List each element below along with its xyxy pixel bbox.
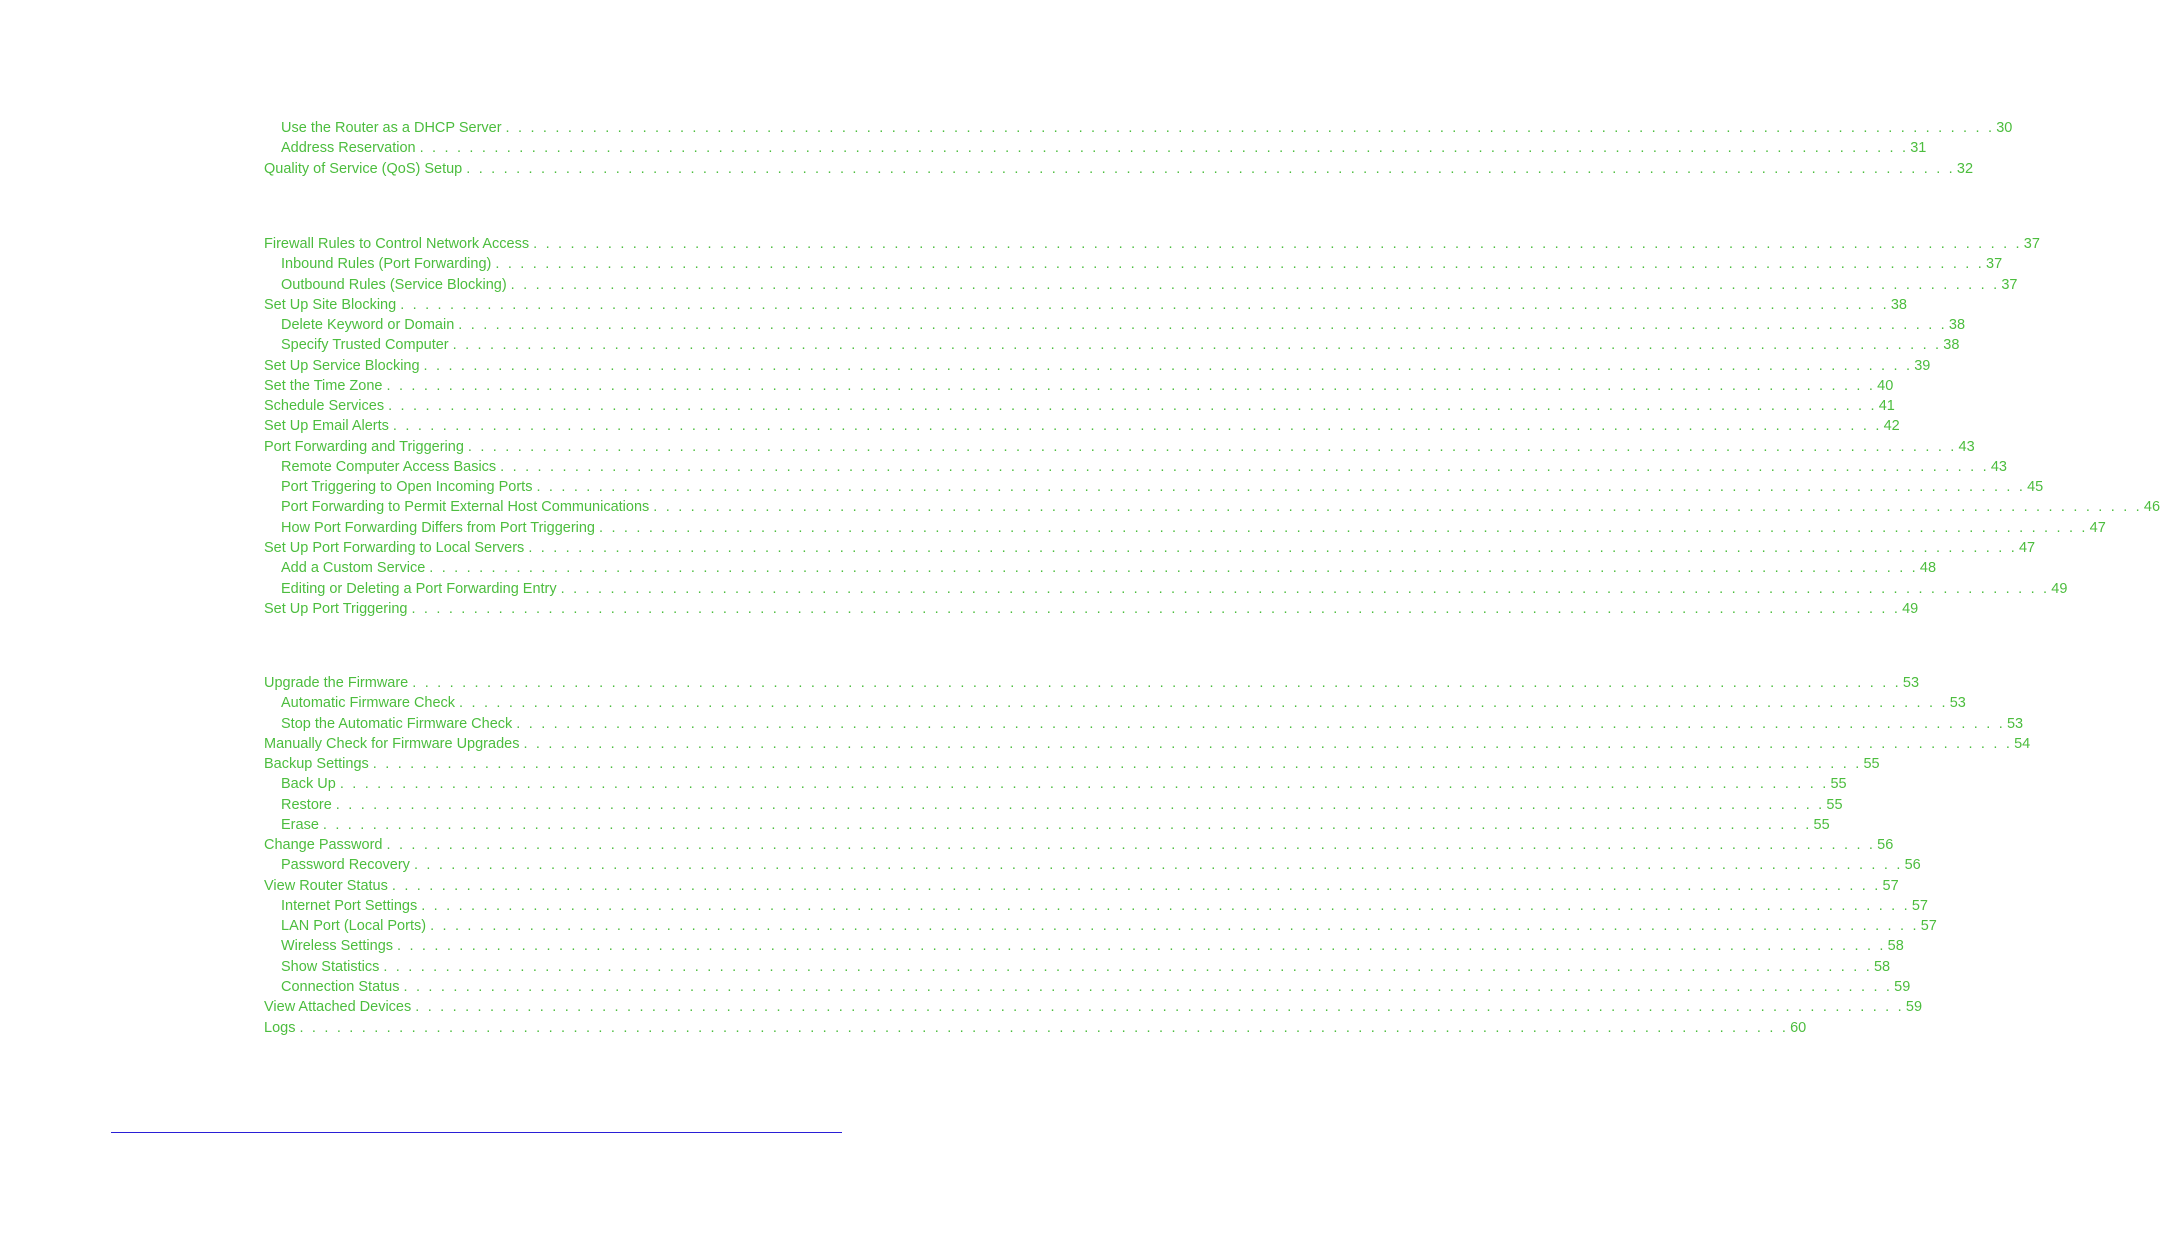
toc-entry-page-number: 42 — [1883, 418, 1900, 435]
toc-entry-page-number: 37 — [2001, 276, 2018, 293]
toc-entry-page-number: 38 — [1948, 317, 1966, 334]
toc-entry-title: Add a Custom Service — [281, 560, 426, 577]
dot-leader: . . . . . . . . . . . . . . . . . . . . . . . . . . . . . . . . . . . . . . . . . . . . . . . . . . . . . . . . . . . . . . . . . . . . . . . . . . . . . . . . . . . . . . . . . . . . . . . . . . . . . . . . . . . . . . . . . . . . . . . . — [523, 735, 2013, 752]
toc-entry[interactable] — [264, 236, 2040, 256]
dot-leader: . . . . . . . . . . . . . . . . . . . . . . . . . . . . . . . . . . . . . . . . . . . . . . . . . . . . . . . . . . . . . . . . . . . . . . . . . . . . . . . . . . . . . . . . . . . . . . . . . . . . . . . . . . . . . . . . . . . . . . . . — [299, 1019, 1789, 1036]
dot-leader: . . . . . . . . . . . . . . . . . . . . . . . . . . . . . . . . . . . . . . . . . . . . . . . . . . . . . . . . . . . . . . . . . . . . . . . . . . . . . . . . . . . . . . . . . . . . . . . . . . . . . . . . . . . . . . . . . . . . . . . . — [386, 837, 1876, 854]
toc-entry[interactable] — [264, 519, 2106, 540]
dot-leader: . . . . . . . . . . . . . . . . . . . . . . . . . . . . . . . . . . . . . . . . . . . . . . . . . . . . . . . . . . . . . . . . . . . . . . . . . . . . . . . . . . . . . . . . . . . . . . . . . . . . . . . . . . . . . . . . . . . . . . . . — [467, 438, 1957, 455]
toc-entry-title: Set Up Site Blocking — [264, 296, 397, 313]
dot-leader: . . . . . . . . . . . . . . . . . . . . . . . . . . . . . . . . . . . . . . . . . . . . . . . . . . . . . . . . . . . . . . . . . . . . . . . . . . . . . . . . . . . . . . . . . . . . . . . . . . . . . . . . . . . . . . . . . . . . . . . . — [411, 600, 1901, 617]
toc-entry-page-number: 41 — [1878, 398, 1895, 415]
dot-leader: . . . . . . . . . . . . . . . . . . . . . . . . . . . . . . . . . . . . . . . . . . . . . . . . . . . . . . . . . . . . . . . . . . . . . . . . . . . . . . . . . . . . . . . . . . . . . . . . . . . . . . . . . . . . . . . . . . . . . . . . — [452, 337, 1942, 354]
footer-rule — [111, 1132, 842, 1133]
toc-entry-page-number: 32 — [1956, 160, 1974, 177]
dot-leader: . . . . . . . . . . . . . . . . . . . . . . . . . . . . . . . . . . . . . . . . . . . . . . . . . . . . . . . . . . . . . . . . . . . . . . . . . . . . . . . . . . . . . . . . . . . . . . . . . . . . . . . . . . . . . . . . . . . . . . . . — [653, 499, 2142, 516]
toc-entry-page-number: 59 — [1905, 999, 1923, 1016]
toc-entry-page-number: 57 — [1911, 897, 1928, 914]
toc-entry[interactable] — [264, 276, 2018, 297]
toc-entry-title: Outbound Rules (Service Blocking) — [281, 276, 507, 293]
toc-entry[interactable] — [264, 796, 1843, 817]
toc-entry[interactable] — [264, 999, 1923, 1019]
toc-entry-title: How Port Forwarding Differs from Port Triggering — [281, 519, 596, 536]
toc-entry-page-number: 53 — [2006, 715, 2024, 732]
toc-entry[interactable] — [264, 756, 1880, 776]
dot-leader: . . . . . . . . . . . . . . . . . . . . . . . . . . . . . . . . . . . . . . . . . . . . . . . . . . . . . . . . . . . . . . . . . . . . . . . . . . . . . . . . . . . . . . . . . . . . . . . . . . . . . . . . . . . . . . . . . . . . . . . . — [459, 695, 1948, 712]
toc-entry-page-number: 57 — [1882, 877, 1899, 894]
toc-entry[interactable] — [264, 978, 1911, 999]
toc-entry[interactable] — [264, 938, 1904, 958]
dot-leader: . . . . . . . . . . . . . . . . . . . . . . . . . . . . . . . . . . . . . . . . . . . . . . . . . . . . . . . . . . . . . . . . . . . . . . . . . . . . . . . . . . . . . . . . . . . . . . . . . . . . . . . . . . . . . . . . . . . . . . . . — [495, 256, 1984, 273]
toc-entry[interactable] — [264, 918, 1937, 938]
dot-leader: . . . . . . . . . . . . . . . . . . . . . . . . . . . . . . . . . . . . . . . . . . . . . . . . . . . . . . . . . . . . . . . . . . . . . . . . . . . . . . . . . . . . . . . . . . . . . . . . . . . . . . . . . . . . . . . . . . . . . . . . — [528, 539, 2017, 556]
dot-leader: . . . . . . . . . . . . . . . . . . . . . . . . . . . . . . . . . . . . . . . . . . . . . . . . . . . . . . . . . . . . . . . . . . . . . . . . . . . . . . . . . . . . . . . . . . . . . . . . . . . . . . . . . . . . . . . . . . . . . . . . — [388, 398, 1877, 415]
toc-entry[interactable] — [264, 715, 2024, 736]
toc-entry-page-number: 38 — [1943, 337, 1960, 354]
dot-leader: . . . . . . . . . . . . . . . . . . . . . . . . . . . . . . . . . . . . . . . . . . . . . . . . . . . . . . . . . . . . . . . . . . . . . . . . . . . . . . . . . . . . . . . . . . . . . . . . . . . . . . . . . . . . . . . . . . . . . . . . — [505, 120, 1995, 136]
dot-leader: . . . . . . . . . . . . . . . . . . . . . . . . . . . . . . . . . . . . . . . . . . . . . . . . . . . . . . . . . . . . . . . . . . . . . . . . . . . . . . . . . . . . . . . . . . . . . . . . . . . . . . . . . . . . . . . . . . . . . . . . — [413, 857, 1903, 874]
toc-entry-title: Password Recovery — [281, 857, 410, 874]
toc-entry-page-number: 49 — [1902, 600, 1919, 617]
toc-entry-title: LAN Port (Local Ports) — [281, 918, 427, 935]
dot-leader: . . . . . . . . . . . . . . . . . . . . . . . . . . . . . . . . . . . . . . . . . . . . . . . . . . . . . . . . . . . . . . . . . . . . . . . . . . . . . . . . . . . . . . . . . . . . . . . . . . . . . . . . . . . . . . . . . . . . . . . . — [536, 479, 2026, 496]
toc-entry[interactable] — [264, 837, 1894, 857]
dot-leader: . . . . . . . . . . . . . . . . . . . . . . . . . . . . . . . . . . . . . . . . . . . . . . . . . . . . . . . . . . . . . . . . . . . . . . . . . . . . . . . . . . . . . . . . . . . . . . . . . . . . . . . . . . . . . . . . . . . . . . . . — [412, 675, 1901, 691]
toc-entry-page-number: 58 — [1873, 958, 1891, 975]
toc-entry-page-number: 54 — [2014, 735, 2031, 752]
toc-entry-title: Automatic Firmware Check — [281, 695, 456, 712]
dot-leader: . . . . . . . . . . . . . . . . . . . . . . . . . . . . . . . . . . . . . . . . . . . . . . . . . . . . . . . . . . . . . . . . . . . . . . . . . . . . . . . . . . . . . . . . . . . . . . . . . . . . . . . . . . . . . . . . . . . . . . . . — [335, 796, 1825, 813]
toc-entry-title: Firewall Rules to Control Network Access — [264, 236, 530, 252]
toc-entry[interactable] — [264, 857, 1921, 877]
toc-entry[interactable] — [264, 695, 1966, 715]
toc-entry-title: Inbound Rules (Port Forwarding) — [281, 256, 492, 273]
toc-entry[interactable] — [264, 418, 1900, 438]
dot-leader: . . . . . . . . . . . . . . . . . . . . . . . . . . . . . . . . . . . . . . . . . . . . . . . . . . . . . . . . . . . . . . . . . . . . . . . . . . . . . . . . . . . . . . . . . . . . . . . . . . . . . . . . . . . . . . . . . . . . . . . . — [383, 958, 1872, 975]
toc-entry-title: Port Forwarding to Permit External Host Communications — [281, 499, 650, 516]
toc-entry-title: Set Up Email Alerts — [264, 418, 389, 435]
toc-entry[interactable] — [264, 1019, 1807, 1040]
toc-entry-title: Delete Keyword or Domain — [281, 317, 455, 334]
toc-section-3 — [264, 675, 2031, 1040]
toc-entry-title: Set the Time Zone — [264, 377, 383, 394]
dot-leader: . . . . . . . . . . . . . . . . . . . . . . . . . . . . . . . . . . . . . . . . . . . . . . . . . . . . . . . . . . . . . . . . . . . . . . . . . . . . . . . . . . . . . . . . . . . . . . . . . . . . . . . . . . . . . . . . . . . . . . . . — [533, 236, 2022, 252]
dot-leader: . . . . . . . . . . . . . . . . . . . . . . . . . . . . . . . . . . . . . . . . . . . . . . . . . . . . . . . . . . . . . . . . . . . . . . . . . . . . . . . . . . . . . . . . . . . . . . . . . . . . . . . . . . . . . . . . . . . . . . . . — [415, 999, 1904, 1016]
toc-entry-title: Back Up — [281, 776, 336, 793]
toc-entry[interactable] — [264, 357, 1931, 378]
toc-entry-page-number: 53 — [1902, 675, 1920, 691]
toc-entry-page-number: 55 — [1813, 816, 1830, 833]
dot-leader: . . . . . . . . . . . . . . . . . . . . . . . . . . . . . . . . . . . . . . . . . . . . . . . . . . . . . . . . . . . . . . . . . . . . . . . . . . . . . . . . . . . . . . . . . . . . . . . . . . . . . . . . . . . . . . . . . . . . . . . . — [419, 140, 1909, 157]
toc-entry-title: Use the Router as a DHCP Server — [281, 120, 502, 136]
toc-section-2 — [264, 236, 2160, 621]
dot-leader: . . . . . . . . . . . . . . . . . . . . . . . . . . . . . . . . . . . . . . . . . . . . . . . . . . . . . . . . . . . . . . . . . . . . . . . . . . . . . . . . . . . . . . . . . . . . . . . . . . . . . . . . . . . . . . . . . . . . . . . . — [516, 715, 2005, 732]
toc-entry-page-number: 39 — [1914, 357, 1931, 374]
toc-entry-title: Set Up Port Forwarding to Local Servers — [264, 539, 525, 556]
toc-entry-page-number: 49 — [2051, 580, 2068, 597]
toc-entry[interactable] — [264, 539, 2036, 560]
toc-entry-title: Specify Trusted Computer — [281, 337, 449, 354]
toc-entry-page-number: 56 — [1904, 857, 1921, 874]
toc-entry-page-number: 31 — [1910, 140, 1927, 157]
toc-entry-page-number: 38 — [1890, 296, 1907, 313]
dot-leader: . . . . . . . . . . . . . . . . . . . . . . . . . . . . . . . . . . . . . . . . . . . . . . . . . . . . . . . . . . . . . . . . . . . . . . . . . . . . . . . . . . . . . . . . . . . . . . . . . . . . . . . . . . . . . . . . . . . . . . . . — [599, 519, 2088, 536]
toc-entry[interactable] — [264, 256, 2003, 276]
toc-entry-page-number: 46 — [2143, 499, 2160, 516]
dot-leader: . . . . . . . . . . . . . . . . . . . . . . . . . . . . . . . . . . . . . . . . . . . . . . . . . . . . . . . . . . . . . . . . . . . . . . . . . . . . . . . . . . . . . . . . . . . . . . . . . . . . . . . . . . . . . . . . . . . . . . . . — [560, 580, 2050, 597]
dot-leader: . . . . . . . . . . . . . . . . . . . . . . . . . . . . . . . . . . . . . . . . . . . . . . . . . . . . . . . . . . . . . . . . . . . . . . . . . . . . . . . . . . . . . . . . . . . . . . . . . . . . . . . . . . . . . . . . . . . . . . . . — [372, 756, 1862, 773]
toc-entry-title: Erase — [281, 816, 319, 833]
dot-leader: . . . . . . . . . . . . . . . . . . . . . . . . . . . . . . . . . . . . . . . . . . . . . . . . . . . . . . . . . . . . . . . . . . . . . . . . . . . . . . . . . . . . . . . . . . . . . . . . . . . . . . . . . . . . . . . . . . . . . . . . — [386, 377, 1876, 394]
toc-entry[interactable] — [264, 317, 1966, 337]
toc-entry-title: Show Statistics — [281, 958, 380, 975]
toc-entry-page-number: 59 — [1894, 978, 1911, 995]
toc-entry-page-number: 60 — [1790, 1019, 1807, 1036]
dot-leader: . . . . . . . . . . . . . . . . . . . . . . . . . . . . . . . . . . . . . . . . . . . . . . . . . . . . . . . . . . . . . . . . . . . . . . . . . . . . . . . . . . . . . . . . . . . . . . . . . . . . . . . . . . . . . . . . . . . . . . . . — [458, 317, 1947, 334]
toc-entry[interactable] — [264, 337, 1960, 357]
toc-entry[interactable] — [264, 776, 1847, 796]
toc-entry-title: Logs — [264, 1019, 296, 1036]
toc-entry[interactable] — [264, 877, 1899, 898]
toc-entry[interactable] — [264, 377, 1894, 398]
toc-entry[interactable] — [264, 600, 1919, 621]
toc-entry-title: View Router Status — [264, 877, 388, 894]
dot-leader: . . . . . . . . . . . . . . . . . . . . . . . . . . . . . . . . . . . . . . . . . . . . . . . . . . . . . . . . . . . . . . . . . . . . . . . . . . . . . . . . . . . . . . . . . . . . . . . . . . . . . . . . . . . . . . . . . . . . . . . . — [391, 877, 1881, 894]
dot-leader: . . . . . . . . . . . . . . . . . . . . . . . . . . . . . . . . . . . . . . . . . . . . . . . . . . . . . . . . . . . . . . . . . . . . . . . . . . . . . . . . . . . . . . . . . . . . . . . . . . . . . . . . . . . . . . . . . . . . . . . . — [423, 357, 1913, 374]
toc-entry[interactable] — [264, 816, 1830, 837]
dot-leader: . . . . . . . . . . . . . . . . . . . . . . . . . . . . . . . . . . . . . . . . . . . . . . . . . . . . . . . . . . . . . . . . . . . . . . . . . . . . . . . . . . . . . . . . . . . . . . . . . . . . . . . . . . . . . . . . . . . . . . . . — [339, 776, 1829, 793]
dot-leader: . . . . . . . . . . . . . . . . . . . . . . . . . . . . . . . . . . . . . . . . . . . . . . . . . . . . . . . . . . . . . . . . . . . . . . . . . . . . . . . . . . . . . . . . . . . . . . . . . . . . . . . . . . . . . . . . . . . . . . . . — [392, 418, 1882, 435]
toc-entry-page-number: 55 — [1830, 776, 1847, 793]
toc-entry-page-number: 57 — [1920, 918, 1937, 935]
toc-entry-page-number: 47 — [2089, 519, 2106, 536]
dot-leader: . . . . . . . . . . . . . . . . . . . . . . . . . . . . . . . . . . . . . . . . . . . . . . . . . . . . . . . . . . . . . . . . . . . . . . . . . . . . . . . . . . . . . . . . . . . . . . . . . . . . . . . . . . . . . . . . . . . . . . . . — [403, 978, 1893, 995]
toc-entry-title: Address Reservation — [281, 140, 416, 157]
toc-entry[interactable] — [264, 580, 2068, 601]
toc-entry-page-number: 37 — [1986, 256, 2003, 273]
toc-entry-title: Wireless Settings — [281, 938, 394, 955]
toc-entry-title: Stop the Automatic Firmware Check — [281, 715, 513, 732]
toc-section-1 — [264, 120, 2013, 181]
toc-entry-page-number: 43 — [1990, 458, 2007, 475]
toc-entry-title: Set Up Port Triggering — [264, 600, 408, 617]
toc-entry[interactable] — [264, 479, 2044, 499]
toc-entry-title: Upgrade the Firmware — [264, 675, 409, 691]
toc-entry[interactable] — [264, 120, 2013, 140]
toc-entry-page-number: 30 — [1996, 120, 2013, 136]
dot-leader: . . . . . . . . . . . . . . . . . . . . . . . . . . . . . . . . . . . . . . . . . . . . . . . . . . . . . . . . . . . . . . . . . . . . . . . . . . . . . . . . . . . . . . . . . . . . . . . . . . . . . . . . . . . . . . . . . . . . . . . . — [466, 160, 1955, 177]
toc-entry[interactable] — [264, 735, 2031, 756]
toc-entry[interactable] — [264, 560, 1937, 580]
toc-entry-title: View Attached Devices — [264, 999, 412, 1016]
toc-entry-page-number: 53 — [1949, 695, 1966, 712]
toc-entry-page-number: 55 — [1826, 796, 1843, 813]
toc-entry[interactable] — [264, 140, 1927, 160]
toc-entry-title: Schedule Services — [264, 398, 385, 415]
toc-entry[interactable] — [264, 675, 1920, 695]
dot-leader: . . . . . . . . . . . . . . . . . . . . . . . . . . . . . . . . . . . . . . . . . . . . . . . . . . . . . . . . . . . . . . . . . . . . . . . . . . . . . . . . . . . . . . . . . . . . . . . . . . . . . . . . . . . . . . . . . . . . . . . . — [510, 276, 2000, 293]
dot-leader: . . . . . . . . . . . . . . . . . . . . . . . . . . . . . . . . . . . . . . . . . . . . . . . . . . . . . . . . . . . . . . . . . . . . . . . . . . . . . . . . . . . . . . . . . . . . . . . . . . . . . . . . . . . . . . . . . . . . . . . . — [400, 296, 1889, 313]
toc-entry-title: Connection Status — [281, 978, 400, 995]
toc-entry-title: Change Password — [264, 837, 383, 854]
toc-entry[interactable] — [264, 438, 1975, 459]
dot-leader: . . . . . . . . . . . . . . . . . . . . . . . . . . . . . . . . . . . . . . . . . . . . . . . . . . . . . . . . . . . . . . . . . . . . . . . . . . . . . . . . . . . . . . . . . . . . . . . . . . . . . . . . . . . . . . . . . . . . . . . . — [500, 458, 1989, 475]
toc-entry-title: Port Forwarding and Triggering — [264, 438, 464, 455]
toc-entry-page-number: 56 — [1877, 837, 1894, 854]
toc-entry[interactable] — [264, 958, 1891, 979]
toc-entry-title: Restore — [281, 796, 332, 813]
toc-entry-title: Internet Port Settings — [281, 897, 418, 914]
toc-entry[interactable] — [264, 458, 2007, 479]
toc-entry[interactable] — [264, 398, 1895, 418]
toc-entry-page-number: 58 — [1887, 938, 1904, 955]
toc-entry-title: Backup Settings — [264, 756, 369, 773]
toc-entry[interactable] — [264, 296, 1907, 317]
toc-entry-title: Manually Check for Firmware Upgrades — [264, 735, 520, 752]
dot-leader: . . . . . . . . . . . . . . . . . . . . . . . . . . . . . . . . . . . . . . . . . . . . . . . . . . . . . . . . . . . . . . . . . . . . . . . . . . . . . . . . . . . . . . . . . . . . . . . . . . . . . . . . . . . . . . . . . . . . . . . . — [429, 560, 1918, 577]
toc-entry-page-number: 47 — [2018, 539, 2036, 556]
toc-entry-page-number: 43 — [1958, 438, 1975, 455]
toc-entry-title: Editing or Deleting a Port Forwarding Entry — [281, 580, 557, 597]
toc-entry-title: Quality of Service (QoS) Setup — [264, 160, 463, 177]
toc-entry-page-number: 55 — [1863, 756, 1880, 773]
toc-entry-page-number: 40 — [1877, 377, 1894, 394]
dot-leader: . . . . . . . . . . . . . . . . . . . . . . . . . . . . . . . . . . . . . . . . . . . . . . . . . . . . . . . . . . . . . . . . . . . . . . . . . . . . . . . . . . . . . . . . . . . . . . . . . . . . . . . . . . . . . . . . . . . . . . . . — [397, 938, 1886, 955]
toc-entry-title: Set Up Service Blocking — [264, 357, 420, 374]
dot-leader: . . . . . . . . . . . . . . . . . . . . . . . . . . . . . . . . . . . . . . . . . . . . . . . . . . . . . . . . . . . . . . . . . . . . . . . . . . . . . . . . . . . . . . . . . . . . . . . . . . . . . . . . . . . . . . . . . . . . . . . . — [421, 897, 1910, 914]
toc-entry-title: Remote Computer Access Basics — [281, 458, 497, 475]
toc-entry-page-number: 48 — [1919, 560, 1937, 577]
toc-entry[interactable] — [264, 499, 2160, 519]
toc-entry-page-number: 37 — [2023, 236, 2040, 252]
toc-entry-page-number: 45 — [2027, 479, 2044, 496]
toc-entry-title: Port Triggering to Open Incoming Ports — [281, 479, 533, 496]
dot-leader: . . . . . . . . . . . . . . . . . . . . . . . . . . . . . . . . . . . . . . . . . . . . . . . . . . . . . . . . . . . . . . . . . . . . . . . . . . . . . . . . . . . . . . . . . . . . . . . . . . . . . . . . . . . . . . . . . . . . . . . . — [322, 816, 1812, 833]
dot-leader: . . . . . . . . . . . . . . . . . . . . . . . . . . . . . . . . . . . . . . . . . . . . . . . . . . . . . . . . . . . . . . . . . . . . . . . . . . . . . . . . . . . . . . . . . . . . . . . . . . . . . . . . . . . . . . . . . . . . . . . . — [430, 918, 1919, 935]
toc-entry[interactable] — [264, 897, 1928, 918]
toc-entry[interactable] — [264, 160, 1974, 181]
